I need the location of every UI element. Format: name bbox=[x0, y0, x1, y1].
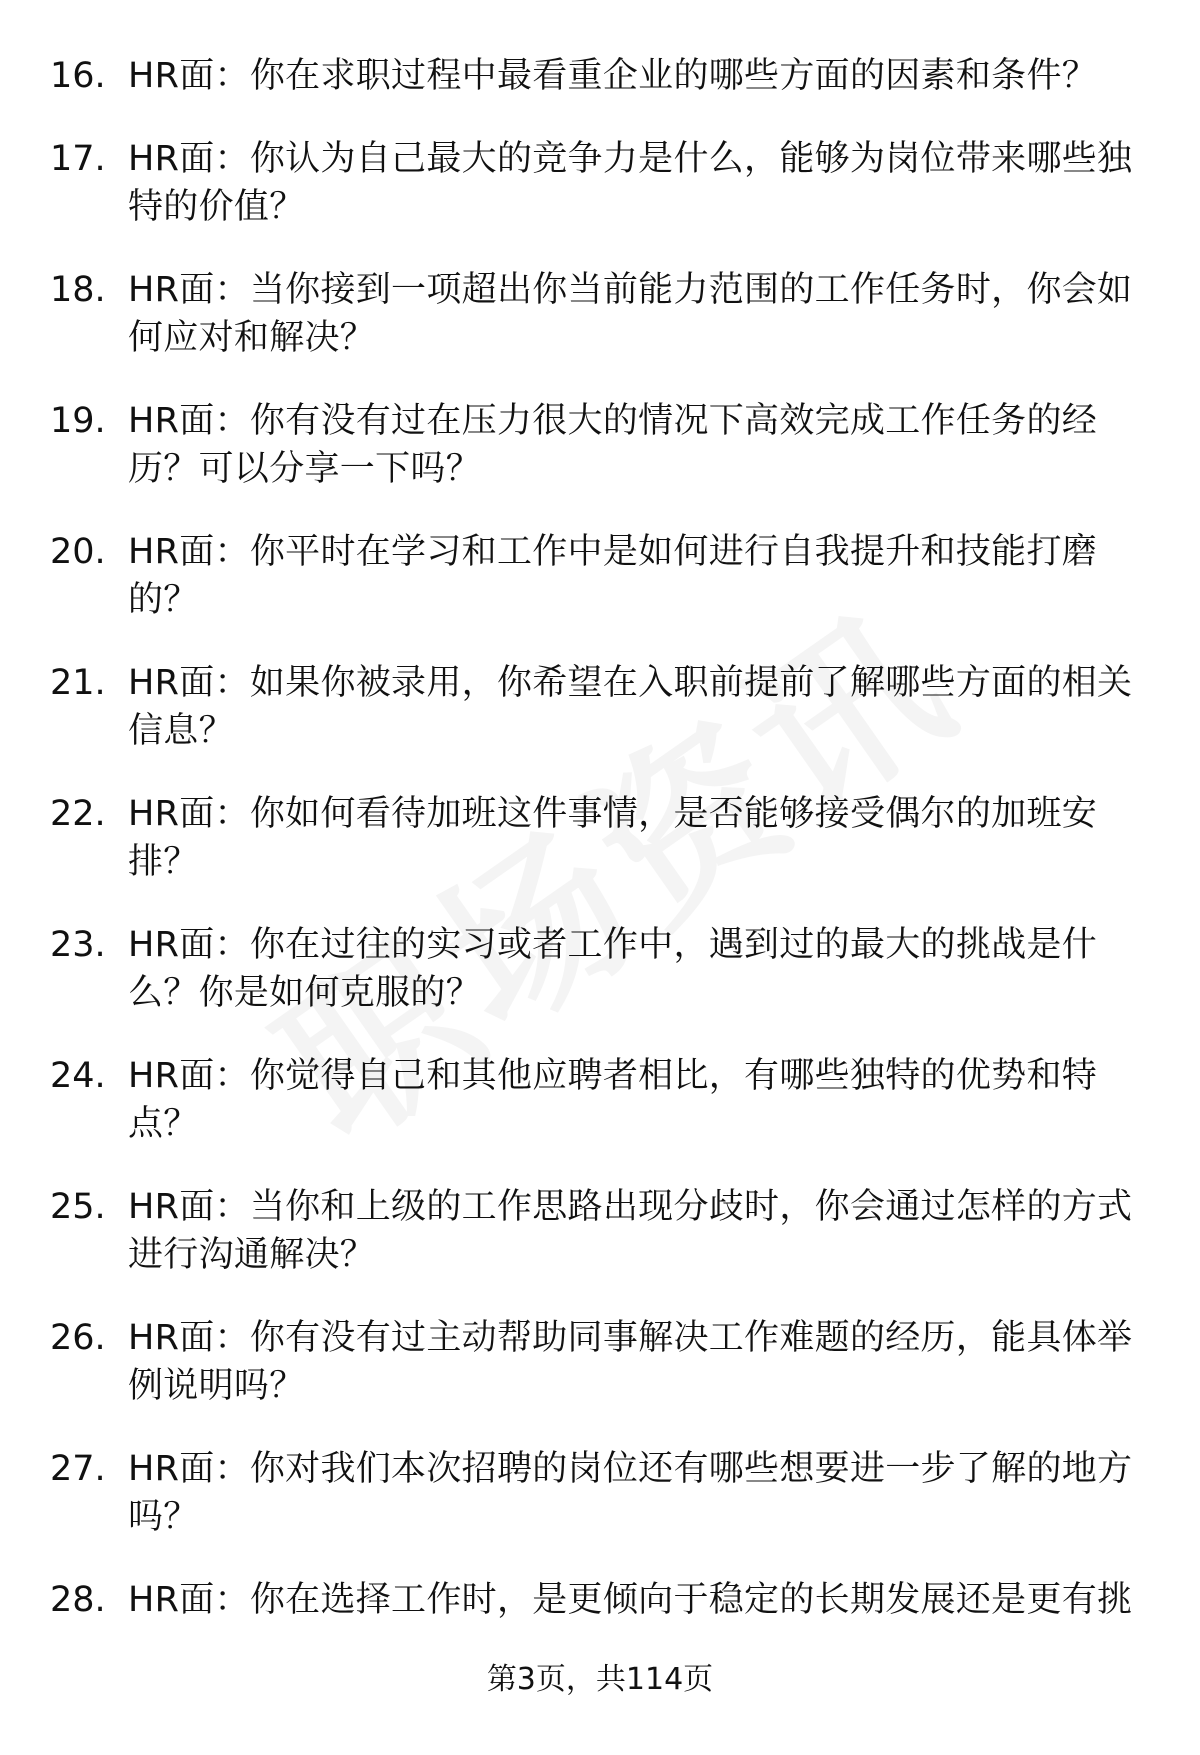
question-number: 22. bbox=[50, 794, 106, 834]
question-number: 26. bbox=[50, 1318, 106, 1358]
question-text: HR面：你如何看待加班这件事情，是否能够接受偶尔的加班安排？ bbox=[128, 794, 1098, 882]
question-text: HR面：你觉得自己和其他应聘者相比，有哪些独特的优势和特点？ bbox=[128, 1056, 1098, 1144]
question-text: HR面：当你接到一项超出你当前能力范围的工作任务时，你会如何应对和解决？ bbox=[128, 270, 1133, 358]
question-text: HR面：你在选择工作时，是更倾向于稳定的长期发展还是更有挑 bbox=[128, 1580, 1133, 1620]
question-text: HR面：你有没有过主动帮助同事解决工作难题的经历，能具体举例说明吗？ bbox=[128, 1318, 1133, 1406]
question-text: HR面：你有没有过在压力很大的情况下高效完成工作任务的经历？可以分享一下吗？ bbox=[128, 401, 1098, 489]
question-text: HR面：你在求职过程中最看重企业的哪些方面的因素和条件？ bbox=[128, 56, 1098, 96]
list-item bbox=[0, 1445, 1200, 1541]
list-item bbox=[0, 1183, 1200, 1279]
question-number: 21. bbox=[50, 663, 106, 703]
page-footer bbox=[0, 1660, 1200, 1700]
question-number: 24. bbox=[50, 1056, 106, 1096]
list-item bbox=[0, 135, 1200, 231]
list-item bbox=[0, 659, 1200, 755]
question-text: HR面：你在过往的实习或者工作中，遇到过的最大的挑战是什么？你是如何克服的？ bbox=[128, 925, 1098, 1013]
list-item bbox=[0, 528, 1200, 624]
question-text: HR面：你平时在学习和工作中是如何进行自我提升和技能打磨的？ bbox=[128, 532, 1098, 620]
question-text: HR面：如果你被录用，你希望在入职前提前了解哪些方面的相关信息？ bbox=[128, 663, 1133, 751]
question-number: 17. bbox=[50, 139, 106, 179]
question-text: HR面：你认为自己最大的竞争力是什么，能够为岗位带来哪些独特的价值？ bbox=[128, 139, 1133, 227]
question-number: 19. bbox=[50, 401, 106, 441]
list-item bbox=[0, 790, 1200, 886]
list-item bbox=[0, 397, 1200, 493]
list-item bbox=[0, 52, 1200, 100]
list-item bbox=[0, 1052, 1200, 1148]
list-item bbox=[0, 1576, 1200, 1624]
question-number: 18. bbox=[50, 270, 106, 310]
question-number: 27. bbox=[50, 1449, 106, 1489]
question-text: HR面：当你和上级的工作思路出现分歧时，你会通过怎样的方式进行沟通解决？ bbox=[128, 1187, 1133, 1275]
question-number: 28. bbox=[50, 1580, 106, 1620]
page-number-label: 第3页，共114页 bbox=[486, 1662, 714, 1697]
question-number: 23. bbox=[50, 925, 106, 965]
question-number: 16. bbox=[50, 56, 106, 96]
question-text: HR面：你对我们本次招聘的岗位还有哪些想要进一步了解的地方吗？ bbox=[128, 1449, 1133, 1537]
question-list bbox=[0, 52, 1200, 1659]
list-item bbox=[0, 921, 1200, 1017]
list-item bbox=[0, 266, 1200, 362]
question-number: 25. bbox=[50, 1187, 106, 1227]
question-number: 20. bbox=[50, 532, 106, 572]
list-item bbox=[0, 1314, 1200, 1410]
